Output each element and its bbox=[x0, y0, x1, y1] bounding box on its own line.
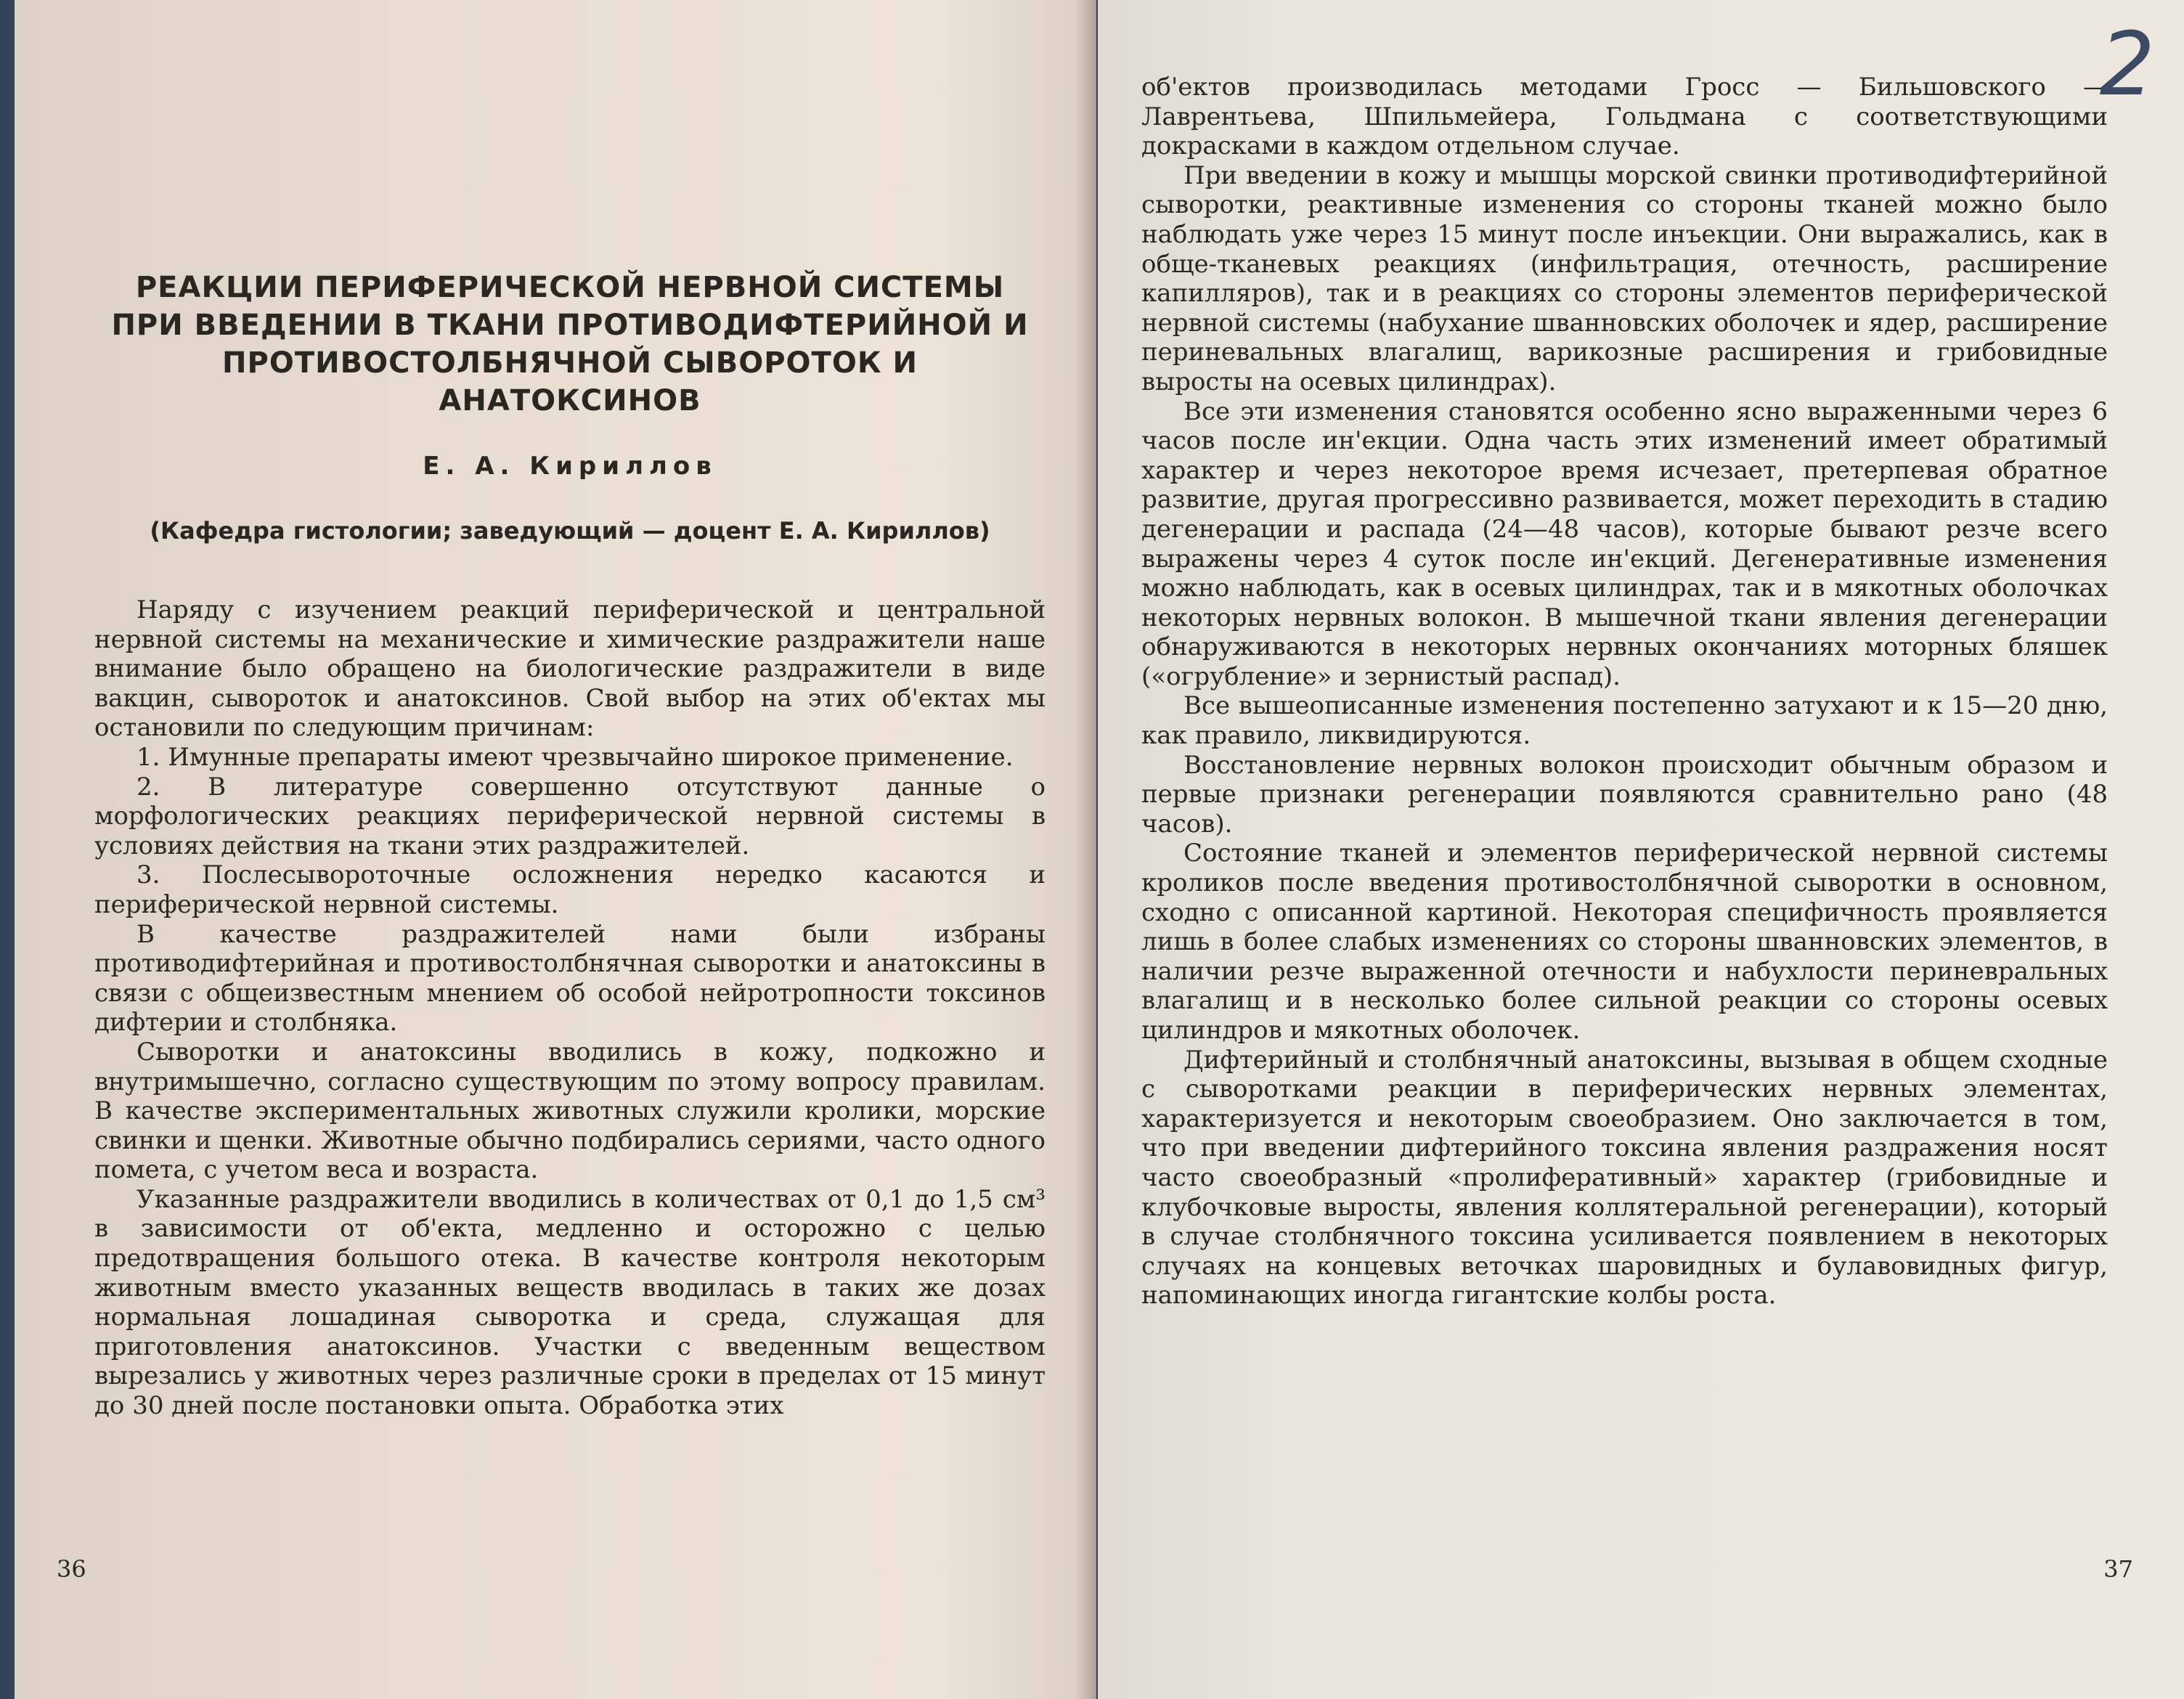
body-paragraph: 2. В литературе совершенно отсутствуют данные о морфологических реакциях периферической нервной системы в условиях действия на ткани этих раздражителей. bbox=[94, 772, 1046, 860]
body-paragraph: об'ектов производилась методами Гросс — Бильшовского — Лаврентьева, Шпильмейера, Гольдмана с соответствующими докрасками в каждом отдельном случае. bbox=[1141, 73, 2108, 161]
body-paragraph: Все эти изменения становятся особенно ясно выраженными через 6 часов после ин'екции. Одна часть этих изменений имеет обратимый характер и через некоторое время исчезает, претерпевая обратное развитие, другая прогрессивно развивается, может переходить в стадию дегенерации и распада (24—48 часов), которые бывают резче всего выражены через 4 суток после ин'екций. Дегенеративные изменения можно наблюдать, как в осевых цилиндрах, так и в мякотных оболочках некоторых нервных волокон. В мышечной ткани явления дегенерации обнаруживаются в некоторых нервных окончаниях моторных бляшек («огрубление» и зернистый распад). bbox=[1141, 396, 2108, 691]
right-page bbox=[1098, 0, 2184, 1699]
body-paragraph: Сыворотки и анатоксины вводились в кожу, подкожно и внутримышечно, согласно существующим по этому вопросу правилам. В качестве экспериментальных животных служили кролики, морские свинки и щенки. Животные обычно подбирались сериями, часто одного помета, с учетом веса и возраста. bbox=[94, 1037, 1046, 1185]
body-paragraph: Дифтерийный и столбнячный анатоксины, вызывая в общем сходные с сыворотками реакции в периферических нервных элементах, характеризуется и некоторым своеобразием. Оно заключается в том, что при введении дифтерийного токсина явления раздражения носят часто своеобразный «пролиферативный» характер (грибовидные и клубочковые выросты, явления коллятеральной регенерации), который в случае столбнячного токсина усиливается появлением в некоторых случаях на концевых веточках шаровидных и булавовидных фигур, напоминающих иногда гигантские колбы роста. bbox=[1141, 1045, 2108, 1311]
article-affiliation: (Кафедра гистологии; заведующий — доцент Е. А. Кириллов) bbox=[150, 517, 990, 545]
page-number-right: 37 bbox=[2103, 1555, 2133, 1583]
article-author: Е. А. Кириллов bbox=[423, 452, 717, 481]
body-paragraph: В качестве раздражителей нами были избраны противодифтерийная и противостолбнячная сыворотки и анатоксины в связи с общеизвестным мнением об особой нейротропности токсинов дифтерии и столбняка. bbox=[94, 919, 1046, 1038]
body-paragraph: Состояние тканей и элементов периферической нервной системы кроликов после введения противостолбнячной сыворотки в основном, сходно с описанной картиной. Некоторая специфичность проявляется лишь в более слабых изменениях со стороны шванновских элементов, в наличии резче выраженной отечности и набухлости периневральных влагалищ и в несколько более сильной реакции со стороны осевых цилиндров и мякотных оболочек. bbox=[1141, 839, 2108, 1045]
body-paragraph: Все вышеописанные изменения постепенно затухают и к 15—20 дню, как правило, ликвидируются. bbox=[1141, 691, 2108, 751]
body-paragraph: Наряду с изучением реакций периферической и центральной нервной системы на механические и химические раздражители наше внимание было обращено на биологические раздражители в виде вакцин, сывороток и анатоксинов. Свой выбор на этих об'ектах мы остановили по следующим причинам: bbox=[94, 595, 1046, 743]
article-title: РЕАКЦИИ ПЕРИФЕРИЧЕСКОЙ НЕРВНОЙ СИСТЕМЫ ПРИ ВВЕДЕНИИ В ТКАНИ ПРОТИВОДИФТЕРИЙНОЙ И ПРОТИВОСТОЛБНЯЧНОЙ СЫВОРОТОК И АНАТОКСИНОВ bbox=[111, 271, 1029, 417]
body-paragraph: Указанные раздражители вводились в количествах от 0,1 до 1,5 см³ в зависимости от об'екта, медленно и осторожно с целью предотвращения большого отека. В качестве контроля некоторым животным вместо указанных веществ вводилась в таких же дозах нормальная лошадиная сыворотка и среда, служащая для приготовления анатоксинов. Участки с введенным веществом вырезались у животных через различные сроки в пределах от 15 минут до 30 дней после постановки опыта. Обработка этих bbox=[94, 1184, 1046, 1421]
page-number-left: 36 bbox=[57, 1555, 86, 1583]
left-page bbox=[15, 0, 1096, 1699]
body-paragraph: 1. Имунные препараты имеют чрезвычайно широкое применение. bbox=[136, 742, 1014, 772]
body-paragraph: 3. Послесывороточные осложнения нередко касаются и периферической нервной системы. bbox=[94, 860, 1046, 919]
body-paragraph: Восстановление нервных волокон происходит обычным образом и первые признаки регенерации появляются сравнительно рано (48 часов). bbox=[1141, 750, 2108, 839]
body-paragraph: При введении в кожу и мышцы морской свинки противодифтерийной сыворотки, реактивные изменения со стороны тканей можно было наблюдать уже через 15 минут после инъекции. Они выражались, как в обще-тканевых реакциях (инфильтрация, отечность, расширение капилляров), так и в реакциях со стороны элементов периферической нервной системы (набухание шванновских оболочек и ядер, расширение периневальных влагалищ, варикозные расширения и грибовидные выросты на осевых цилиндрах). bbox=[1141, 160, 2108, 396]
handwritten-page-mark: 2 bbox=[2099, 15, 2155, 115]
